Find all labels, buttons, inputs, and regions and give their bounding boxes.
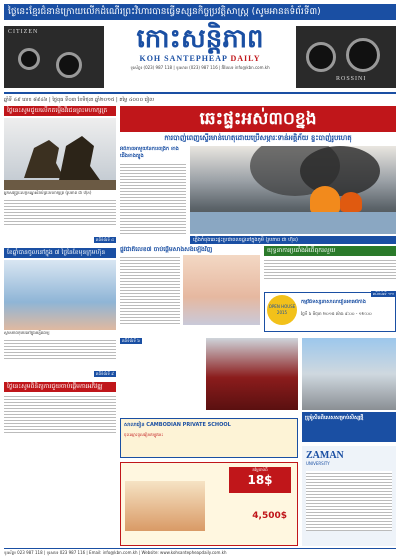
issue-date-bar: ឆ្នាំទី ៤៩ លេខ ៨៩៤៦ | ថ្ងៃពុធ ទី០៣ ខែមិថុនា ឆ្នាំ២០១៥ | តម្លៃ ៤០០០ រៀល — [4, 97, 155, 103]
fire-flame — [340, 192, 362, 212]
left-article-text-2 — [4, 338, 116, 360]
page-footer: ទូរស័ព្ទ៖ 023 987 118 | ទូរសារ៖ 023 987 116 | Email: info@kbn.com.kh | Website: www.kohsantepheapdaily.com.kh — [4, 548, 396, 556]
price-label: តម្លៃចាប់ពី — [252, 467, 268, 472]
lead-story-text — [120, 146, 186, 234]
promo-title: ប្រូម៉ូសិនពិសេសសម្រាប់សិស្សថ្មី — [305, 415, 364, 421]
private-school-ad[interactable] — [120, 418, 298, 458]
zaman-university-ad[interactable] — [302, 446, 396, 546]
masthead-logo[interactable] — [110, 24, 290, 90]
house-render — [125, 481, 205, 531]
left-ad-brand: CITIZEN — [8, 29, 39, 35]
smoke-cloud — [300, 146, 380, 196]
zaman-brand: ZAMAN — [306, 450, 344, 461]
main-headline[interactable]: ឆេះផ្ទះអស់៣០ខ្នង — [120, 106, 396, 132]
zaman-ad-text — [306, 471, 392, 531]
fire-flame — [310, 186, 340, 214]
lead-story-body — [120, 162, 186, 234]
hospital-photo[interactable] — [4, 260, 116, 330]
story-text-col — [120, 255, 180, 325]
watch-image — [346, 38, 380, 72]
third-story-body — [264, 258, 396, 280]
second-story-title[interactable]: ផ្លូវជាតិលេខ៧ ចាប់ផ្តើមសាងសង់ឡើងវិញ — [120, 246, 213, 253]
logo-english-main: KOH SANTEPHEAP — [139, 54, 228, 63]
statue-silhouette — [4, 118, 116, 190]
fire-photo[interactable] — [190, 146, 396, 234]
open-house-title: កម្មវិធីទស្សនាសាលារៀនអាមេរិកាំង — [301, 299, 366, 305]
left-photo-caption: អ្នកសង្គ្រោះលក្ខខណ្ឌសំរាប់ព្រះមហាក្សត្រ (រូបភាព ជា ហ៊ុន) — [4, 190, 92, 195]
left-section-heading-1[interactable]: ថ្ងៃនេះសូមជួយលើកតម្កើងវីរជនព្រះមហាក្សត្រ — [4, 106, 116, 116]
house-price: 4,500$ — [252, 511, 287, 521]
promo-ad[interactable] — [302, 412, 396, 442]
price-badge — [229, 467, 291, 493]
left-section-heading-3[interactable]: ថ្ងៃនេះសូមពិនិត្យការជួយចាប់ផ្តើមការអភិវឌ្ឍ — [4, 382, 116, 392]
main-page-ref[interactable]: តពីទំព័រទី ៦ — [122, 338, 141, 343]
masthead-contact: ទូរស័ព្ទ៖ (023) 987 118 | ទូរសារ៖ (023) 987 116 | អ៊ីមែល៖ info@kbn.com.kh — [130, 65, 270, 70]
left-watch-ad[interactable] — [4, 26, 104, 88]
second-story-body — [120, 255, 260, 325]
auditorium-photo[interactable] — [206, 338, 298, 410]
housing-ad[interactable] — [120, 462, 298, 546]
open-house-date: ថ្ងៃទី ៦ មិថុនា ២០១៥ ម៉ោង ៨:០០ - ១២:០០ — [301, 311, 372, 316]
left-page-ref-2[interactable]: តពីទំព័រទី ៩ — [95, 371, 114, 376]
open-house-badge: OPEN HOUSE 2015 — [267, 295, 297, 325]
watch-image — [18, 48, 40, 70]
school-subtitle: ចុះឈ្មោះចូលរៀនឥឡូវនេះ — [124, 432, 164, 437]
logo-english-sub: DAILY — [230, 54, 261, 63]
building-photo[interactable] — [302, 338, 396, 410]
left-article-text-3 — [4, 394, 116, 434]
left-article-text — [4, 198, 116, 226]
top-banner-headline: ថ្ងៃនេះខ្មែរជំនាន់ក្រោយលើកដំណើរព្រះវិហារបានធ្វើទស្សនកិច្ចប្រវត្តិសាស្ត្រ (សូមអានតទំព័រទី៣) — [4, 4, 396, 20]
left-column — [4, 106, 116, 546]
right-watch-ad[interactable] — [296, 26, 396, 88]
zaman-sub: UNIVERSITY — [306, 461, 330, 466]
masthead — [4, 22, 396, 94]
lead-story-title[interactable]: អំពីភាពអាមួយនៃការពង្រីក ខាងជើងខាងត្បូង — [120, 146, 179, 159]
main-page-ref-2[interactable]: តពីទំព័រទី ១១ — [372, 291, 394, 296]
baby-photo[interactable] — [183, 255, 260, 325]
fire-caption: ភ្លើងកំពុងឆេះផ្ទះប្រជាពលរដ្ឋនៅក្នុងភូមិ (រូបភាព ជា ហ៊ុន) — [190, 236, 396, 244]
price-value: 18$ — [247, 473, 273, 487]
watch-image — [56, 52, 82, 78]
left-page-ref[interactable]: តពីទំព័រទី ៤ — [95, 237, 114, 242]
second-story — [120, 246, 260, 346]
watch-image — [306, 42, 336, 72]
open-house-ad[interactable] — [264, 292, 396, 332]
school-title: សាលារៀន CAMBODIAN PRIVATE SCHOOL — [124, 422, 231, 428]
main-subheadline: ការបាញ់ពេញស្ទើរមាន់ហេតុដោយប្រើសម្ភារៈទាន់អគ្គិភ័យ ខ្ទះបាញ់រូបហេតុ — [164, 134, 352, 142]
horse-statue-photo[interactable] — [4, 118, 116, 190]
hospital-caption: ស្ថានភាពកុមារនៅក្នុងមន្ទីរពេទ្យ — [4, 330, 50, 335]
right-ad-brand: ROSSINI — [336, 76, 367, 82]
left-section-heading-2[interactable]: ខែឆ្នាំបានចូលនៅក្នុង ៧ ថ្ងៃនៃខែមុនក្រុមហ៊ុន — [4, 248, 116, 258]
main-column — [120, 106, 396, 546]
logo-khmer: កោះសន្តិភាព — [136, 24, 264, 54]
third-story-title[interactable]: យុទ្ធនាការប្រឆាំងអំពើពុករលួយ — [264, 246, 396, 256]
house-roof — [190, 212, 396, 234]
logo-english — [110, 54, 290, 63]
